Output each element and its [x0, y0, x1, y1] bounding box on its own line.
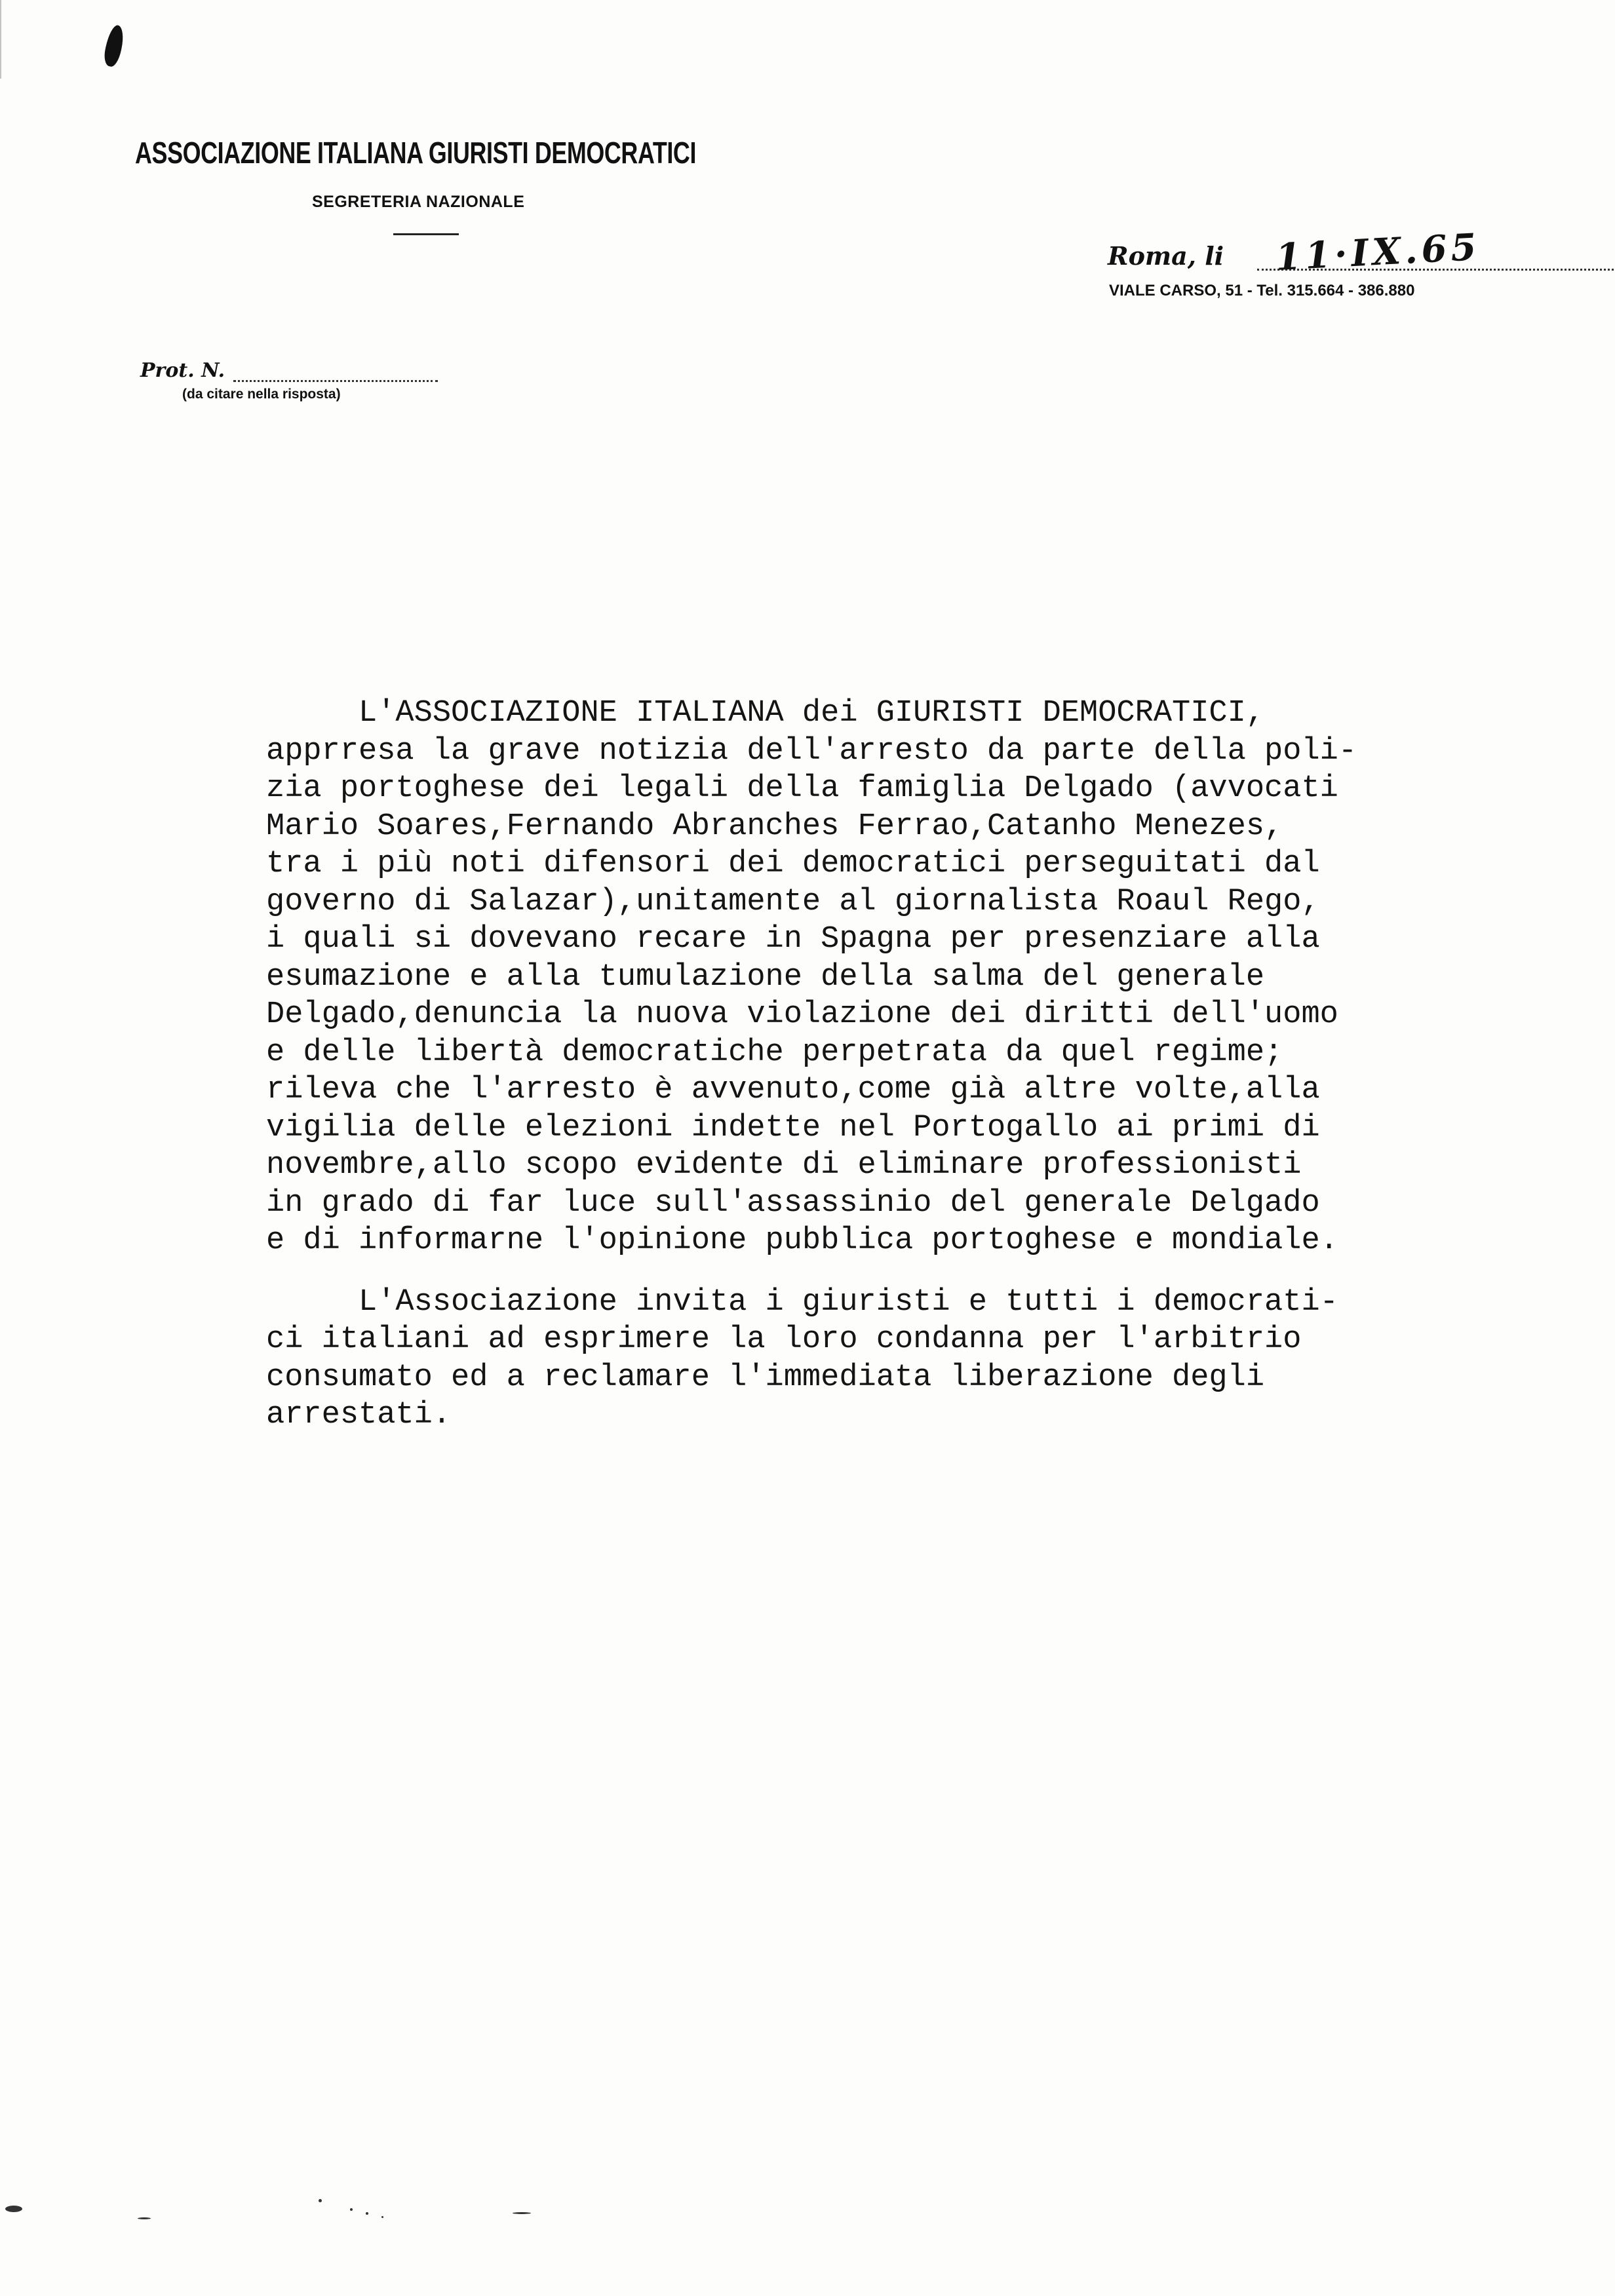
protocol-note: (da citare nella risposta) [182, 387, 341, 402]
speck [366, 2212, 368, 2215]
body-line: L'Associazione invita i giuristi e tutti i democrati- [266, 1284, 1338, 1320]
speck [350, 2208, 353, 2211]
department-name: SEGRETERIA NAZIONALE [312, 193, 525, 211]
body-line: apprresa la grave notizia dell'arresto da parte della poli- [266, 733, 1357, 769]
body-line: e di informarne l'opinione pubblica portoghese e mondiale. [266, 1223, 1338, 1258]
organization-name: ASSOCIAZIONE ITALIANA GIURISTI DEMOCRATICI [135, 136, 697, 170]
date-city-label: Roma, li [1108, 241, 1224, 271]
body-line: esumazione e alla tumulazione della salma del generale [266, 959, 1265, 995]
body-line: zia portoghese dei legali della famiglia Delgado (avvocati [266, 771, 1338, 806]
handwritten-date: 11·IX.65 [1274, 225, 1482, 280]
body-line: consumato ed a reclamare l'immediata liberazione degli [266, 1360, 1265, 1395]
body-line: rileva che l'arresto è avvenuto,come già altre volte,alla [266, 1073, 1320, 1107]
body-line: arrestati. [266, 1398, 452, 1432]
letter-body [266, 695, 1511, 1434]
office-address: VIALE CARSO, 51 - Tel. 315.664 - 386.880 [1109, 282, 1415, 299]
speck [381, 2216, 383, 2218]
speck [138, 2217, 151, 2219]
speck [513, 2212, 531, 2214]
body-line: vigilia delle elezioni indette nel Portogallo ai primi di [266, 1110, 1320, 1145]
speck [5, 2206, 22, 2212]
body-line: e delle libertà democratiche perpetrata da quel regime; [266, 1035, 1283, 1070]
body-line: novembre,allo scopo evidente di eliminare professionisti [266, 1148, 1302, 1183]
body-line: governo di Salazar),unitamente al giornalista Roaul Rego, [266, 884, 1320, 919]
scan-speckles [0, 2162, 1615, 2293]
protocol-dotted-line [233, 380, 438, 382]
protocol-label: Prot. N. [140, 359, 225, 382]
body-line: Mario Soares,Fernando Abranches Ferrao,Catanho Menezes, [266, 809, 1283, 844]
paragraph-gap [266, 1260, 1511, 1284]
body-line: L'ASSOCIAZIONE ITALIANA dei GIURISTI DEMOCRATICI, [266, 696, 1265, 731]
body-line: Delgado,denuncia la nuova violazione dei diritti dell'uomo [266, 997, 1338, 1032]
body-line: tra i più noti difensori dei democratici perseguitati dal [266, 847, 1320, 881]
body-line: ci italiani ad esprimere la loro condanna per l'arbitrio [266, 1322, 1302, 1357]
ink-blot-mark [102, 24, 126, 68]
body-line: in grado di far luce sull'assassinio del generale Delgado [266, 1185, 1320, 1221]
scan-edge-mark [0, 0, 5, 79]
body-line: i quali si dovevano recare in Spagna per presenziare alla [266, 922, 1320, 957]
letterhead-divider [393, 233, 459, 235]
speck [319, 2199, 322, 2202]
